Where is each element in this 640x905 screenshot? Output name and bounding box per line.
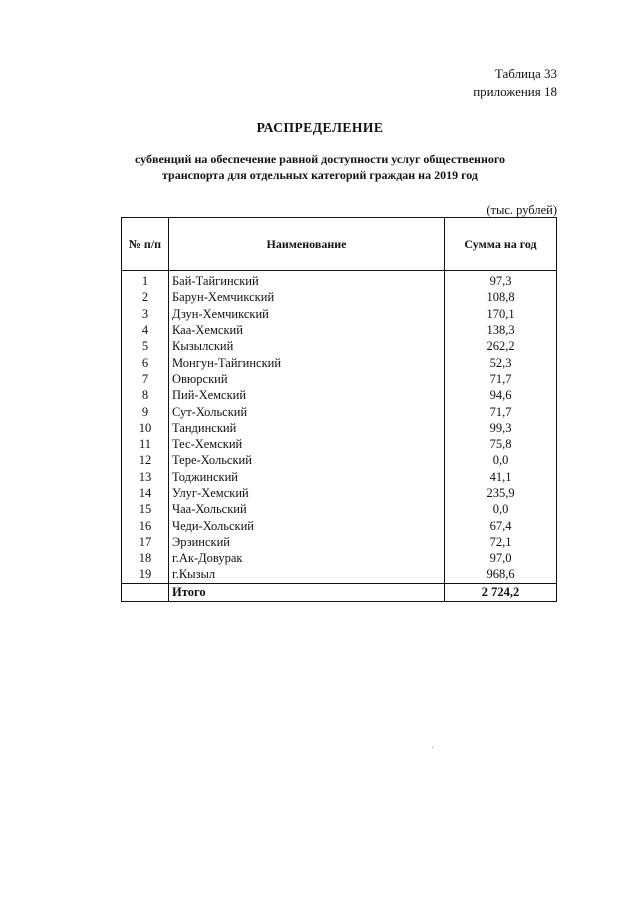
row-sum: 170,1 <box>445 306 557 322</box>
row-sum: 75,8 <box>445 436 557 452</box>
table-row <box>122 452 557 468</box>
row-sum: 52,3 <box>445 354 557 370</box>
scan-speck <box>432 747 433 748</box>
row-number: 17 <box>122 534 169 550</box>
table-reference: Таблица 33 <box>494 66 557 81</box>
row-name: Улуг-Хемский <box>169 485 445 501</box>
row-number: 2 <box>122 289 169 305</box>
table-row <box>122 566 557 583</box>
table-row <box>122 306 557 322</box>
row-name: Эрзинский <box>169 534 445 550</box>
row-sum: 262,2 <box>445 338 557 354</box>
table-row <box>122 322 557 338</box>
row-name: Бай-Тайгинский <box>169 271 445 290</box>
table-row <box>122 420 557 436</box>
total-label: Итого <box>169 583 445 601</box>
row-name: Кызылский <box>169 338 445 354</box>
row-sum: 235,9 <box>445 485 557 501</box>
row-sum: 138,3 <box>445 322 557 338</box>
table-total-row <box>122 583 557 601</box>
row-number: 10 <box>122 420 169 436</box>
document-title: РАСПРЕДЕЛЕНИЕ <box>256 120 384 135</box>
row-sum: 97,3 <box>445 271 557 290</box>
row-sum: 0,0 <box>445 501 557 517</box>
row-sum: 968,6 <box>445 566 557 583</box>
row-sum: 94,6 <box>445 387 557 403</box>
row-number: 19 <box>122 566 169 583</box>
row-name: Овюрский <box>169 371 445 387</box>
row-sum: 71,7 <box>445 403 557 419</box>
column-header-sum: Сумма на год <box>445 218 557 271</box>
row-number: 15 <box>122 501 169 517</box>
row-number: 14 <box>122 485 169 501</box>
row-sum: 67,4 <box>445 517 557 533</box>
table-row <box>122 517 557 533</box>
column-header-number: № п/п <box>122 218 169 271</box>
row-name: Сут-Хольский <box>169 403 445 419</box>
row-name: Тере-Хольский <box>169 452 445 468</box>
row-name: Тоджинский <box>169 469 445 485</box>
table-body <box>122 271 557 602</box>
table-row <box>122 501 557 517</box>
table-row <box>122 354 557 370</box>
row-name: Тес-Хемский <box>169 436 445 452</box>
row-number: 3 <box>122 306 169 322</box>
row-name: Дзун-Хемчикский <box>169 306 445 322</box>
document-subtitle <box>0 151 640 183</box>
row-number: 5 <box>122 338 169 354</box>
table-row <box>122 436 557 452</box>
subtitle-line-2: транспорта для отдельных категорий граждан на 2019 год <box>162 168 478 182</box>
row-number: 13 <box>122 469 169 485</box>
table-row <box>122 271 557 290</box>
table-row <box>122 403 557 419</box>
row-name: Тандинский <box>169 420 445 436</box>
appendix-reference: приложения 18 <box>473 84 557 99</box>
total-number <box>122 583 169 601</box>
row-sum: 99,3 <box>445 420 557 436</box>
table-row <box>122 387 557 403</box>
unit-label: (тыс. рублей) <box>486 203 557 217</box>
row-number: 7 <box>122 371 169 387</box>
row-name: Чеди-Хольский <box>169 517 445 533</box>
table-header-row <box>122 218 557 271</box>
row-sum: 71,7 <box>445 371 557 387</box>
total-sum: 2 724,2 <box>445 583 557 601</box>
row-name: Чаа-Хольский <box>169 501 445 517</box>
row-number: 9 <box>122 403 169 419</box>
row-name: г.Кызыл <box>169 566 445 583</box>
row-sum: 97,0 <box>445 550 557 566</box>
table-row <box>122 371 557 387</box>
row-name: Барун-Хемчикский <box>169 289 445 305</box>
table-row <box>122 338 557 354</box>
row-number: 6 <box>122 354 169 370</box>
distribution-table <box>121 217 557 602</box>
column-header-name: Наименование <box>169 218 445 271</box>
row-number: 18 <box>122 550 169 566</box>
table-row <box>122 469 557 485</box>
row-sum: 41,1 <box>445 469 557 485</box>
row-sum: 72,1 <box>445 534 557 550</box>
row-number: 16 <box>122 517 169 533</box>
row-number: 4 <box>122 322 169 338</box>
row-sum: 0,0 <box>445 452 557 468</box>
row-number: 1 <box>122 271 169 290</box>
row-name: Монгун-Тайгинский <box>169 354 445 370</box>
table-row <box>122 550 557 566</box>
table-row <box>122 534 557 550</box>
row-name: Пий-Хемский <box>169 387 445 403</box>
row-name: Каа-Хемский <box>169 322 445 338</box>
row-number: 8 <box>122 387 169 403</box>
row-number: 11 <box>122 436 169 452</box>
subtitle-line-1: субвенций на обеспечение равной доступности услуг общественного <box>134 152 506 166</box>
row-sum: 108,8 <box>445 289 557 305</box>
row-name: г.Ак-Довурак <box>169 550 445 566</box>
table-row <box>122 289 557 305</box>
row-number: 12 <box>122 452 169 468</box>
table-row <box>122 485 557 501</box>
